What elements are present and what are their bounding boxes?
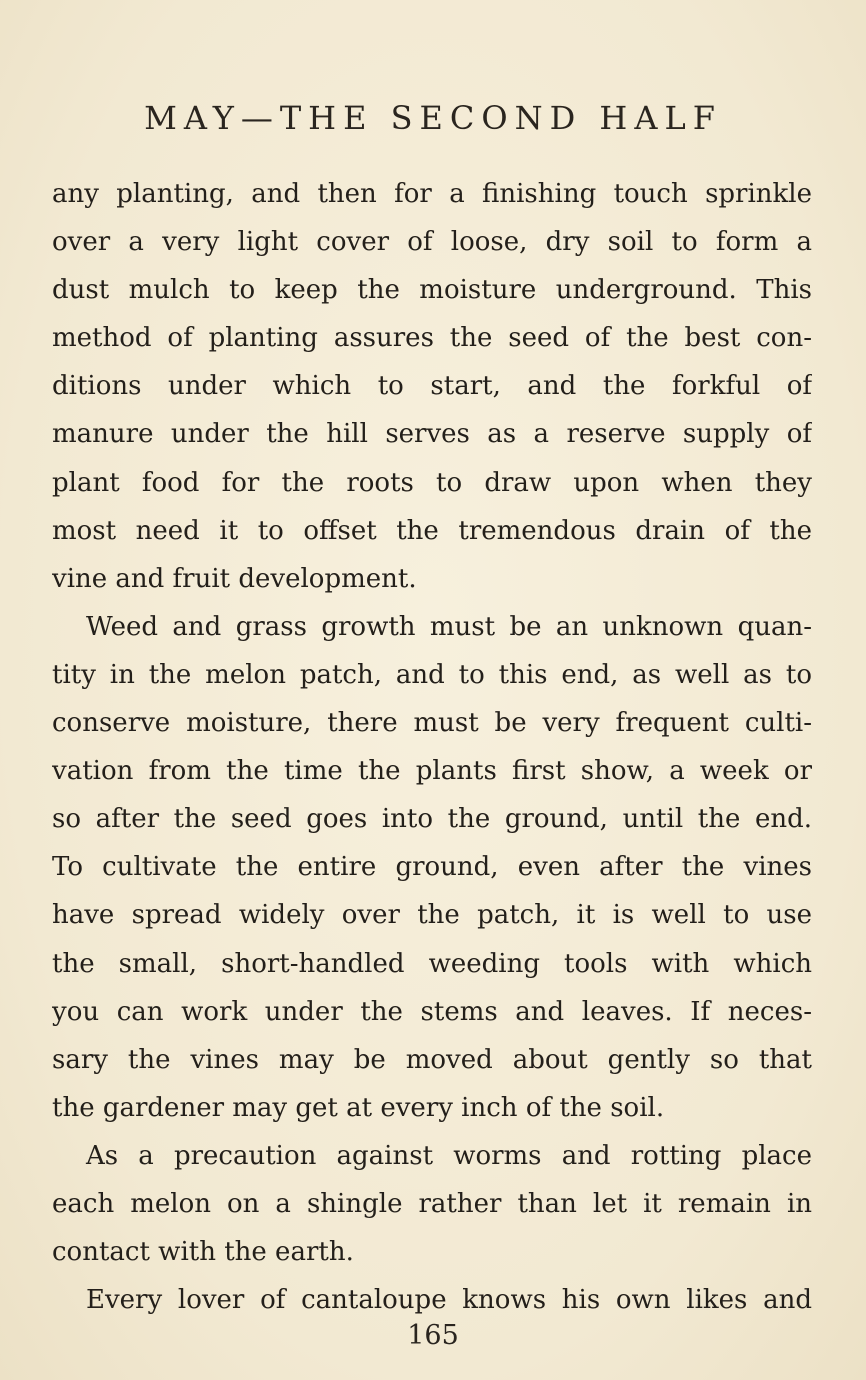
text-line: over a very light cover of loose, dry soil to form a [52, 227, 812, 258]
page-number: 165 [407, 1320, 459, 1351]
text-line: To cultivate the entire ground, even after the vines [52, 852, 812, 883]
text-line: sary the vines may be moved about gently so that [52, 1044, 812, 1075]
text-line: conserve moisture, there must be very frequent culti- [52, 708, 812, 739]
text-line: Weed and grass growth must be an unknown quan- [86, 611, 812, 642]
text-line: dust mulch to keep the moisture underground. This [52, 275, 812, 306]
text-line: ditions under which to start, and the forkful of [52, 371, 812, 402]
text-line: most need it to offset the tremendous drain of the [52, 515, 812, 546]
text-line: manure under the hill serves as a reserve supply of [52, 419, 812, 450]
text-line: contact with the earth. [52, 1237, 354, 1268]
text-line: method of planting assures the seed of the best con- [52, 323, 812, 354]
text-line: plant food for the roots to draw upon when they [52, 467, 812, 498]
text-line: the small, short-handled weeding tools with which [52, 948, 812, 979]
text-line: so after the seed goes into the ground, until the end. [52, 804, 812, 835]
text-line: each melon on a shingle rather than let it remain in [52, 1188, 812, 1219]
text-line: have spread widely over the patch, it is well to use [52, 900, 812, 931]
body-text [52, 170, 812, 1324]
text-line: vation from the time the plants first show, a week or [52, 756, 812, 787]
text-line: tity in the melon patch, and to this end, as well as to [52, 659, 812, 690]
text-line: you can work under the stems and leaves. If neces- [52, 996, 812, 1027]
text-line: As a precaution against worms and rotting place [86, 1140, 812, 1171]
text-line: any planting, and then for a finishing touch sprinkle [52, 179, 812, 209]
running-head: MAY—THE SECOND HALF [144, 99, 722, 137]
text-line: the gardener may get at every inch of the soil. [52, 1092, 665, 1123]
text-line: vine and fruit development. [52, 563, 417, 594]
text-line: Every lover of cantaloupe knows his own likes and [86, 1285, 812, 1316]
